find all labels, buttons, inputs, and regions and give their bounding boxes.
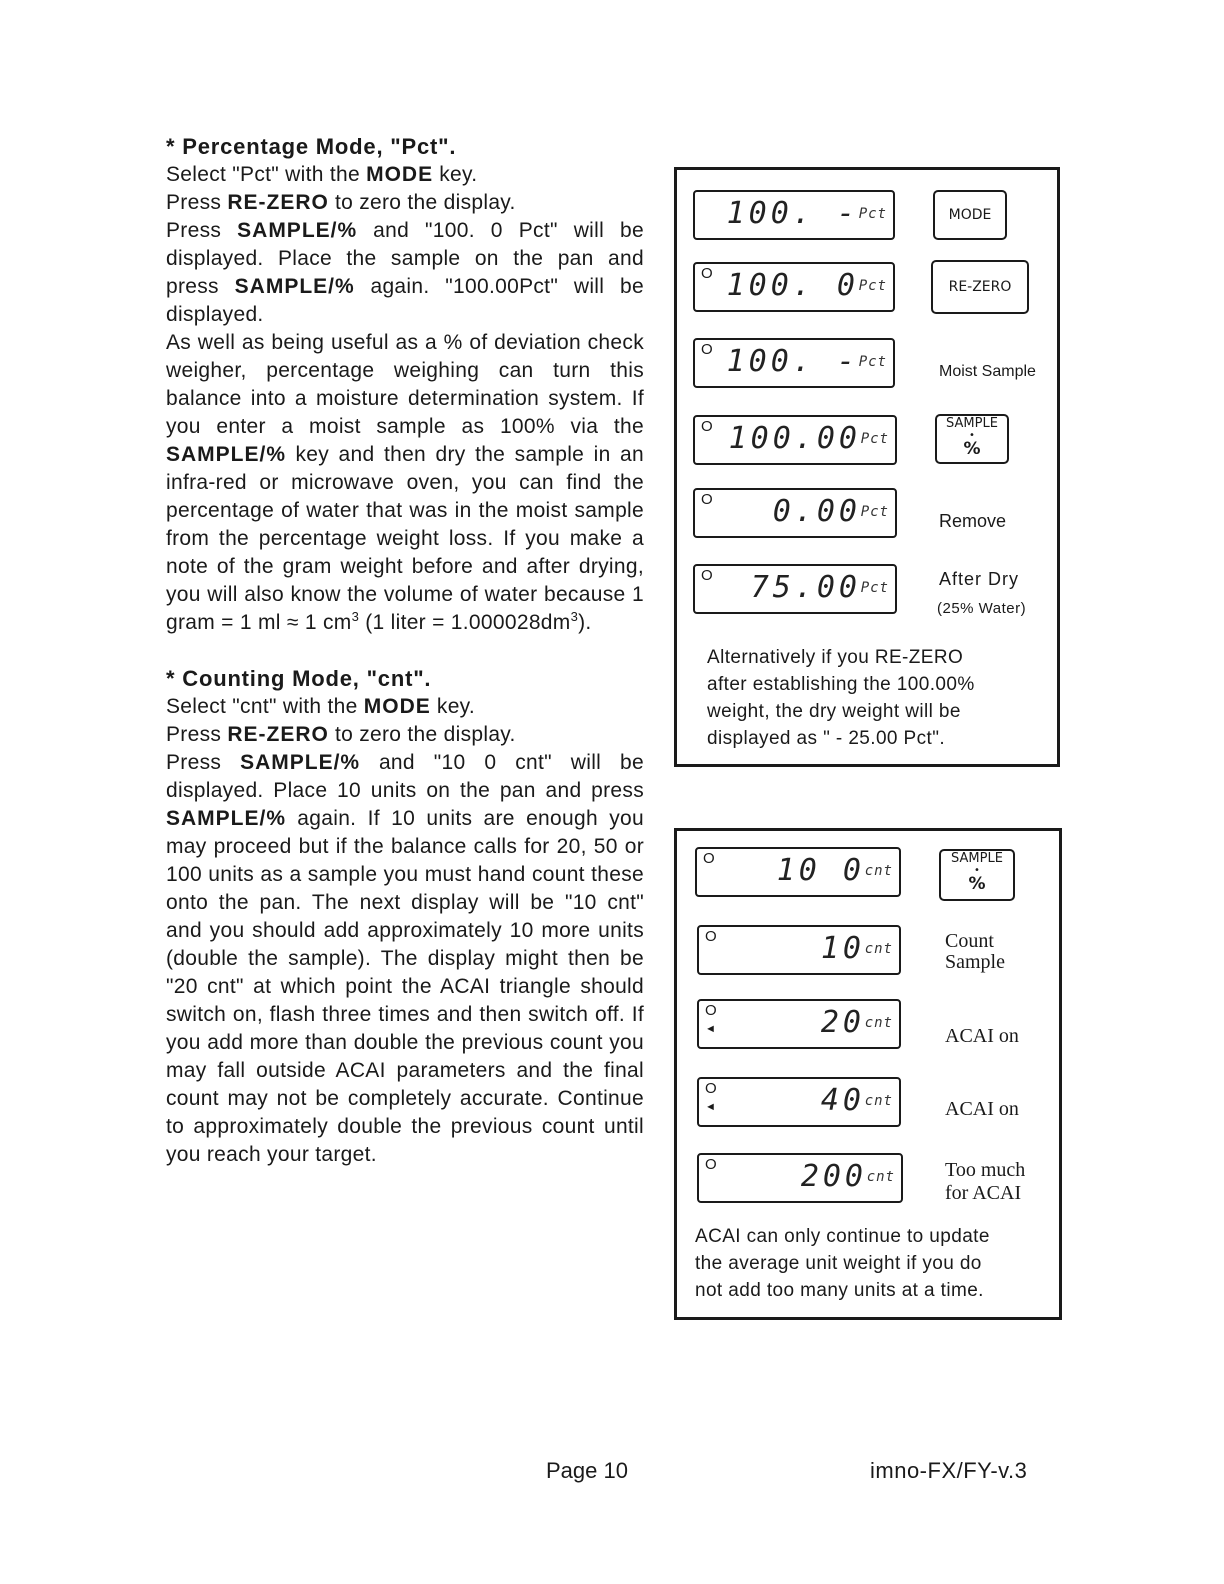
lcd-display	[693, 415, 897, 465]
lcd-unit: Pct	[858, 278, 887, 294]
paragraph: Press RE-ZERO to zero the display.	[166, 191, 516, 214]
lcd-display	[697, 1077, 901, 1127]
rezero-key	[931, 260, 1029, 314]
acai-on-label: ACAI on	[945, 1025, 1019, 1047]
dot-icon: •	[969, 430, 975, 441]
rezero-key-label: RE-ZERO	[948, 279, 1012, 295]
page-number: Page 10	[546, 1458, 628, 1483]
zero-indicator: O	[705, 1156, 717, 1173]
paragraph: As well as being useful as a % of deviation check weigher, percentage weighing can turn this balance into a moisture determination system. If you enter a moist sample as 100% via the SAMPLE/% key and then dry the sample in an infra-red or microwave oven, you can find the percentage of water that was in the moist sample from the percentage weight loss. If you make a note of the gram weight before and after drying, you will also know the volume of water because 1 gram = 1 ml ≈ 1 $cm^3$ (1 liter = $1.000028dm^3$).	[166, 331, 644, 634]
paragraph: Select "Pct" with the MODE key.	[166, 163, 478, 186]
lcd-digits: 10 0	[776, 853, 865, 888]
document-id: imno-FX/FY-v.3	[870, 1458, 1028, 1483]
lcd-display	[693, 488, 897, 538]
sample-key-label: SAMPLE	[946, 416, 998, 431]
acai-triangle-icon: ◄	[705, 1101, 716, 1113]
sample-label: Sample	[945, 951, 1005, 973]
zero-indicator: O	[705, 928, 717, 945]
acai-on-label: ACAI on	[945, 1098, 1019, 1120]
lcd-unit: Pct	[858, 206, 887, 222]
lcd-digits: 75.00	[750, 570, 861, 605]
paragraph: Select "cnt" with the MODE key.	[166, 695, 476, 718]
zero-indicator: O	[701, 567, 713, 584]
percent-icon: %	[963, 439, 981, 459]
lcd-digits: 200	[800, 1159, 867, 1194]
lcd-unit: cnt	[866, 1169, 895, 1185]
count-label: Count	[945, 930, 994, 952]
lcd-unit: cnt	[864, 941, 893, 957]
for-acai-label: for ACAI	[945, 1182, 1022, 1204]
lcd-unit: Pct	[858, 354, 887, 370]
text-column	[166, 133, 644, 1169]
lcd-display	[693, 190, 895, 240]
percentage-mode-heading: * Percentage Mode, "Pct".	[166, 134, 457, 159]
lcd-digits: 10	[820, 931, 865, 966]
counting-mode-panel	[674, 828, 1062, 1320]
lcd-display	[697, 925, 901, 975]
lcd-unit: Pct	[860, 431, 889, 447]
lcd-digits: 100. -	[726, 196, 859, 231]
moist-sample-label: Moist Sample	[939, 363, 1036, 380]
sample-percent-key	[939, 849, 1015, 901]
zero-indicator: O	[701, 491, 713, 508]
zero-indicator: O	[701, 265, 713, 282]
lcd-display	[697, 1153, 903, 1203]
panel-note: Alternatively if you RE-ZERO after establishing the 100.00% weight, the dry weight will be displayed as " - 25.00 Pct".	[707, 647, 975, 749]
paragraph: Press SAMPLE/% and "10 0 cnt" will be displayed. Place 10 units on the pan and press SAMPLE/% again. If 10 units are enough you may proceed but if the balance calls for 20, 50 or 100 units as a sample you must hand count these onto the pan. The next display will be "10 cnt" and you should add approximately 10 more units (double the sample). The display might then be "20 cnt" at which point the ACAI triangle should switch on, flash three times and then switch off. If you add more than double the previous count you may fall outside ACAI parameters and the final count may not be completely accurate. Continue to approximately double the previous count until you reach your target.	[166, 751, 644, 1166]
zero-indicator: O	[705, 1080, 717, 1097]
lcd-display	[697, 999, 901, 1049]
dot-icon: •	[974, 865, 980, 876]
lcd-digits: 0.00	[772, 494, 861, 529]
lcd-display	[693, 564, 897, 614]
zero-indicator: O	[703, 850, 715, 867]
remove-label: Remove	[939, 511, 1007, 531]
counting-mode-heading: * Counting Mode, "cnt".	[166, 666, 432, 691]
sample-percent-key	[935, 414, 1009, 464]
too-much-label: Too much	[945, 1159, 1026, 1181]
lcd-display	[693, 262, 895, 312]
mode-key-label: MODE	[948, 207, 992, 223]
lcd-digits: 100. 0	[726, 268, 859, 303]
lcd-unit: cnt	[864, 1015, 893, 1031]
lcd-display	[695, 847, 901, 897]
lcd-digits: 100. -	[726, 344, 859, 379]
water-percent-label: (25% Water)	[937, 600, 1027, 617]
zero-indicator: O	[701, 418, 713, 435]
lcd-unit: Pct	[860, 504, 889, 520]
after-dry-label: After Dry	[939, 569, 1020, 589]
lcd-display	[693, 338, 895, 388]
mode-key	[933, 190, 1007, 240]
lcd-unit: Pct	[860, 580, 889, 596]
zero-indicator: O	[705, 1002, 717, 1019]
lcd-digits: 100.00	[728, 421, 861, 456]
paragraph: Press SAMPLE/% and "100. 0 Pct" will be displayed. Place the sample on the pan and press SAMPLE/% again. "100.00Pct" will be displayed.	[166, 219, 644, 326]
lcd-unit: cnt	[864, 1093, 893, 1109]
acai-triangle-icon: ◄	[705, 1023, 716, 1035]
percentage-mode-panel	[674, 167, 1060, 767]
lcd-digits: 20	[820, 1005, 865, 1040]
sample-key-label: SAMPLE	[951, 851, 1003, 866]
paragraph: Press RE-ZERO to zero the display.	[166, 723, 516, 746]
percent-icon: %	[968, 874, 986, 894]
zero-indicator: O	[701, 341, 713, 358]
lcd-digits: 40	[820, 1083, 865, 1118]
lcd-unit: cnt	[864, 863, 893, 879]
panel-note: ACAI can only continue to update the average unit weight if you do not add too many units at a time.	[695, 1226, 990, 1301]
